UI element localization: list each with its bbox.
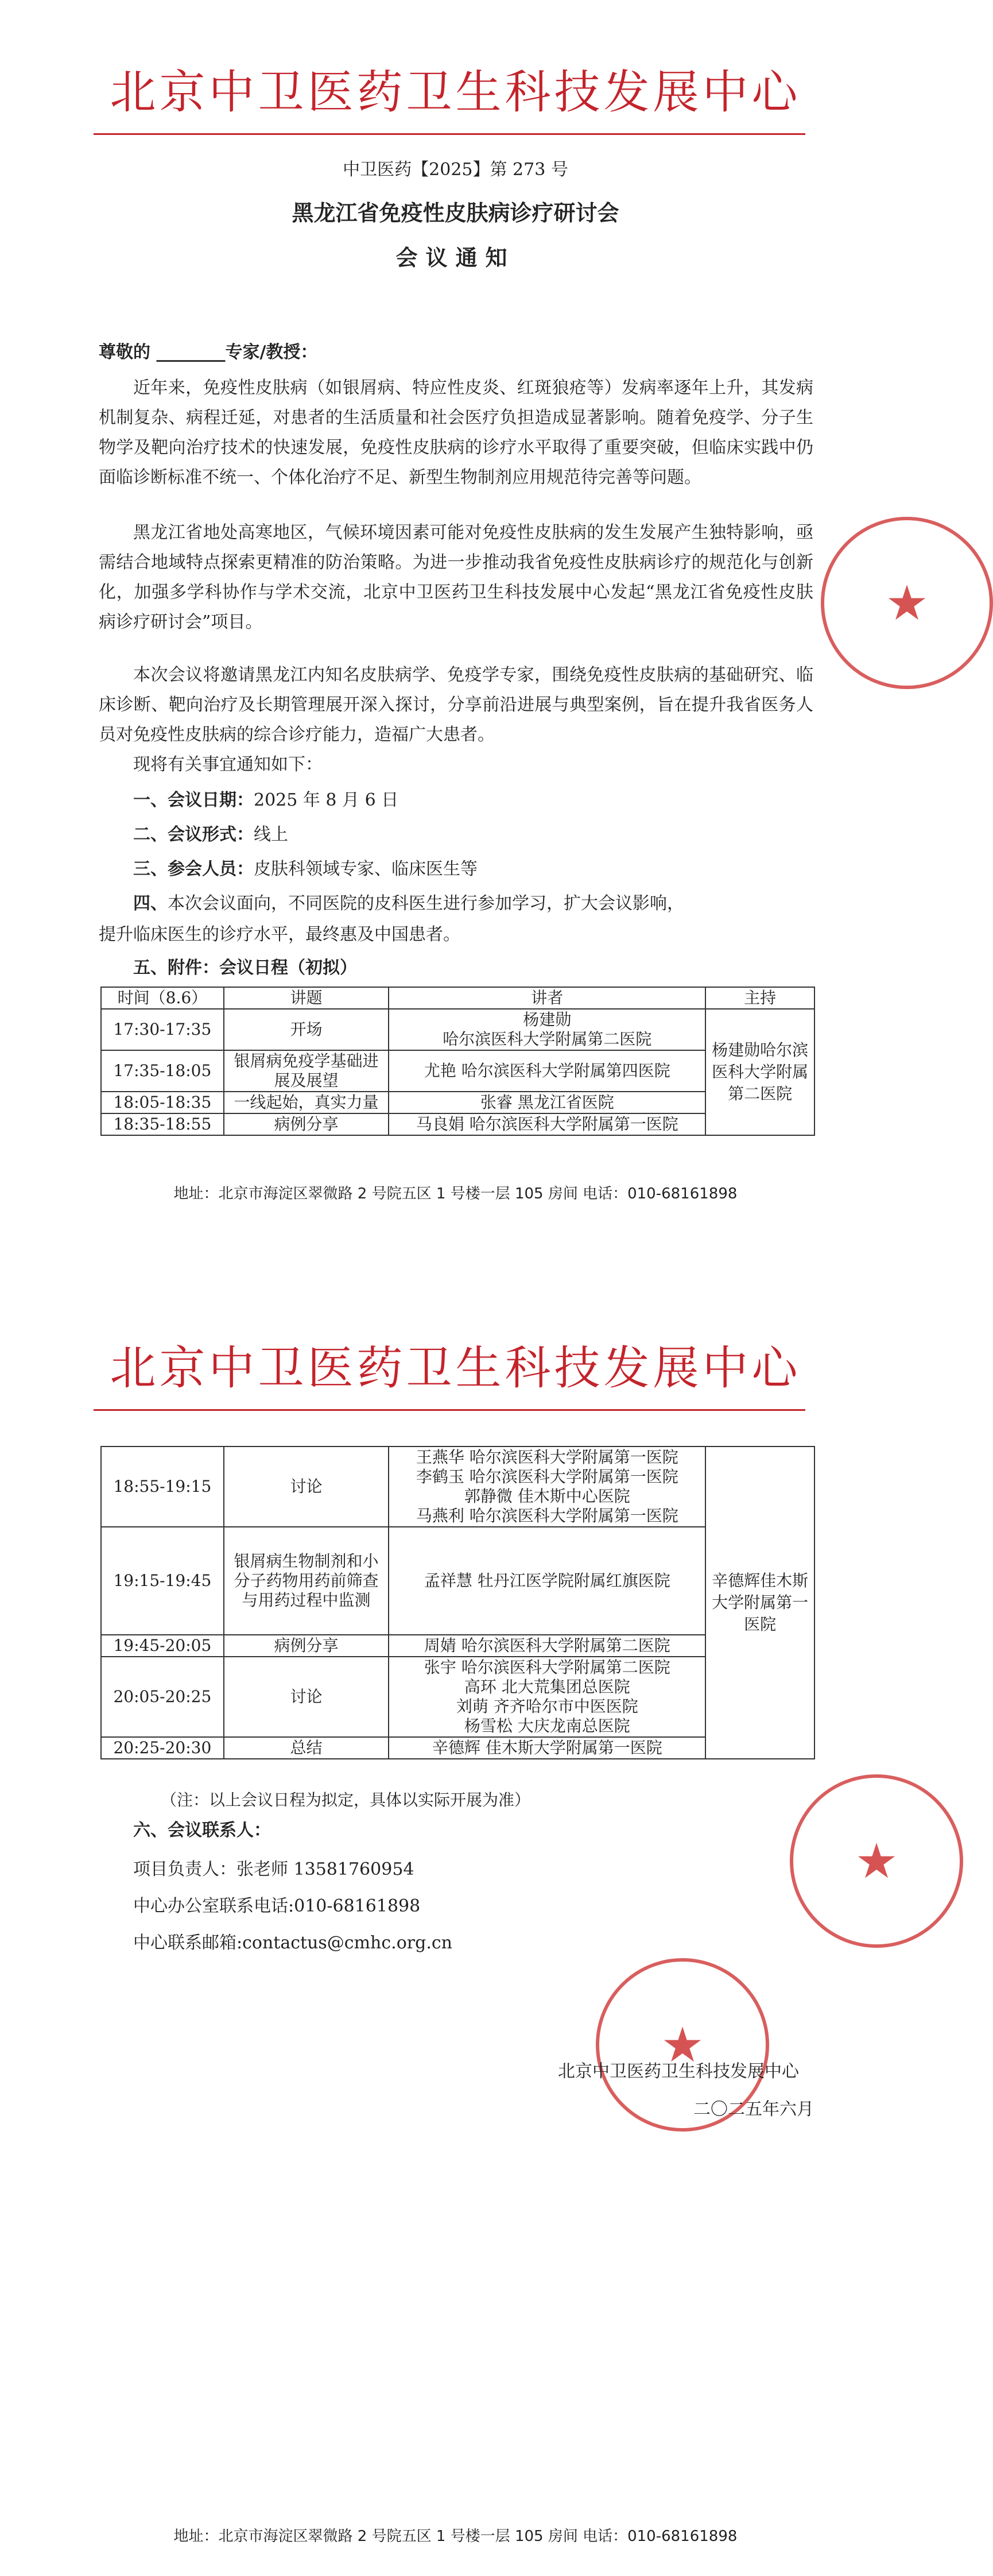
- row-topic: 一线起始，真实力量: [224, 1092, 389, 1113]
- attendees-value: 皮肤科领域专家、临床医生等: [254, 859, 478, 879]
- meeting-scope-label: 四、: [133, 894, 168, 914]
- meeting-scope-value: 本次会议面向，不同医院的皮科医生进行参加学习，扩大会议影响，: [168, 894, 684, 914]
- meeting-format: [133, 822, 288, 848]
- schedule-note: （注：以上会议日程为拟定，具体以实际开展为准）: [161, 1790, 531, 1809]
- row-speaker: [389, 1657, 705, 1737]
- row-topic: 病例分享: [224, 1113, 389, 1135]
- row-speaker: [389, 1009, 705, 1050]
- row-time: 18:55-19:15: [101, 1446, 224, 1527]
- row-time: 20:25-20:30: [101, 1737, 224, 1759]
- star-icon: ★: [855, 1833, 898, 1889]
- meeting-format-value: 线上: [254, 825, 288, 845]
- seal-icon: [790, 1774, 963, 1948]
- table-row: [101, 1009, 814, 1050]
- speaker-line: 张宇 哈尔滨医科大学附属第二医院: [424, 1658, 670, 1677]
- salutation: 尊敬的 ________专家/教授：: [99, 342, 318, 362]
- row-time: 19:45-20:05: [101, 1635, 224, 1657]
- row-speaker: 张睿 黑龙江省医院: [389, 1092, 705, 1113]
- row-time: 19:15-19:45: [101, 1527, 224, 1635]
- speaker-line: 刘萌 齐齐哈尔市中医医院: [456, 1697, 638, 1716]
- paragraph-notice: 现将有关事宜通知如下：: [133, 755, 323, 775]
- document-number: 中卫医药【2025】第 273 号: [343, 160, 568, 180]
- header-topic: 讲题: [224, 987, 389, 1009]
- header-speaker: 讲者: [389, 987, 705, 1009]
- star-icon: ★: [661, 2017, 704, 2073]
- official-seal-partial: [821, 517, 929, 689]
- document-title: 黑龙江省免疫性皮肤病诊疗研讨会: [292, 200, 619, 226]
- row-speaker: 孟祥慧 牡丹江医学院附属红旗医院: [389, 1527, 705, 1635]
- table-row: [101, 1446, 814, 1527]
- attendees: [133, 857, 478, 882]
- paragraph-region: 黑龙江省地处高寒地区，气候环境因素可能对免疫性皮肤病的发生发展产生独特影响，亟需结合地域特点探索更精准的防治策略。为进一步推动我省免疫性皮肤病诊疗的规范化与创新化，加强多学科协作与学术交流，北京中卫医药卫生科技发展中心发起“黑龙江省免疫性皮肤病诊疗研讨会”项目。: [99, 523, 813, 632]
- signature-org: 北京中卫医药卫生科技发展中心: [558, 2061, 799, 2082]
- meeting-date: [133, 788, 398, 813]
- speaker-line: 马燕利 哈尔滨医科大学附属第一医院: [416, 1506, 678, 1525]
- row-time: 17:35-18:05: [101, 1050, 224, 1092]
- contact-office-phone: 中心办公室联系电话:010-68161898: [133, 1896, 421, 1916]
- meeting-date-label: 一、会议日期：: [133, 790, 254, 810]
- paragraph-intro: 近年来，免疫性皮肤病（如银屑病、特应性皮炎、红斑狼疮等）发病率逐年上升，其发病机制复杂、病程迁延，对患者的生活质量和社会医疗负担造成显著影响。随着免疫学、分子生物学及靶向治疗技术的快速发展，免疫性皮肤病的诊疗水平取得了重要突破，但临床实践中仍面临诊断标准不统一、个体化治疗不足、新型生物制剂应用规范待完善等问题。: [99, 378, 813, 488]
- row-topic: 银屑病生物制剂和小分子药物用药前筛查与用药过程中监测: [224, 1527, 389, 1635]
- row-speaker: 辛德辉 佳木斯大学附属第一医院: [389, 1737, 705, 1759]
- row-topic: 病例分享: [224, 1635, 389, 1657]
- schedule-table-1: [100, 987, 815, 1136]
- row-topic: 开场: [224, 1009, 389, 1050]
- row-topic: 讨论: [224, 1446, 389, 1527]
- star-icon: ★: [885, 575, 929, 631]
- meeting-scope-cont: 提升临床医生的诊疗水平，最终惠及中国患者。: [99, 925, 460, 945]
- speaker-line: 李鹤玉 哈尔滨医科大学附属第一医院: [416, 1467, 678, 1486]
- header-divider: [94, 133, 805, 135]
- schedule-table-2: [100, 1446, 815, 1759]
- org-title-page2: 北京中卫医药卫生科技发展中心: [110, 1341, 801, 1395]
- row-time: 20:05-20:25: [101, 1657, 224, 1737]
- row-time: 17:30-17:35: [101, 1009, 224, 1050]
- header-time: 时间（8.6）: [101, 987, 224, 1009]
- org-title: 北京中卫医药卫生科技发展中心: [110, 65, 801, 119]
- row-topic: 讨论: [224, 1657, 389, 1737]
- speaker-line: 王燕华 哈尔滨医科大学附属第一医院: [416, 1448, 678, 1467]
- meeting-scope: [133, 891, 684, 916]
- meeting-date-value: 2025 年 8 月 6 日: [254, 790, 399, 810]
- page2-footer: 地址：北京市海淀区翠微路 2 号院五区 1 号楼一层 105 房间 电话：010-68161898: [173, 2528, 738, 2545]
- row-speaker: [389, 1446, 705, 1527]
- contact-project-lead: 项目负责人：张老师 13581760954: [133, 1859, 414, 1879]
- contact-heading: 六、会议联系人：: [133, 1820, 271, 1840]
- signature-date: 二〇二五年六月: [693, 2099, 814, 2119]
- table-header-row: [101, 987, 814, 1009]
- contact-email: 中心联系邮箱:contactus@cmhc.org.cn: [133, 1933, 452, 1953]
- header-divider-page2: [94, 1409, 805, 1411]
- row-speaker: 周婧 哈尔滨医科大学附属第二医院: [389, 1635, 705, 1657]
- speaker-line: 杨雪松 大庆龙南总医院: [464, 1716, 630, 1735]
- row-speaker: 尤艳 哈尔滨医科大学附属第四医院: [389, 1050, 705, 1092]
- header-host: 主持: [705, 987, 814, 1009]
- paragraph-purpose: 本次会议将邀请黑龙江内知名皮肤病学、免疫学专家，围绕免疫性皮肤病的基础研究、临床诊断、靶向治疗及长期管理展开深入探讨，分享前沿进展与典型案例，旨在提升我省医务人员对免疫性皮肤病的综合诊疗能力，造福广大患者。: [99, 665, 813, 745]
- host-cell: 辛德辉佳木斯大学附属第一医院: [705, 1446, 814, 1759]
- document-subtitle: 会议通知: [395, 245, 515, 270]
- row-time: 18:05-18:35: [101, 1092, 224, 1113]
- row-speaker: 马良娟 哈尔滨医科大学附属第一医院: [389, 1113, 705, 1135]
- speaker-line: 高环 北大荒集团总医院: [464, 1677, 630, 1696]
- row-time: 18:35-18:55: [101, 1113, 224, 1135]
- speaker-line: 哈尔滨医科大学附属第二医院: [443, 1030, 652, 1049]
- attachment-heading: 五、附件：会议日程（初拟）: [133, 958, 357, 978]
- seal-icon: [821, 517, 993, 689]
- official-seal-partial-2: [769, 1774, 911, 1964]
- meeting-format-label: 二、会议形式：: [133, 825, 254, 845]
- row-topic: 总结: [224, 1737, 389, 1759]
- attendees-label: 三、参会人员：: [133, 859, 254, 879]
- speaker-line: 杨建勋: [523, 1010, 572, 1029]
- host-cell: 杨建勋哈尔滨医科大学附属第二医院: [705, 1009, 814, 1135]
- speaker-line: 郭静微 佳木斯中心医院: [464, 1487, 630, 1506]
- row-topic: 银屑病免疫学基础进展及展望: [224, 1050, 389, 1092]
- page1-footer: 地址：北京市海淀区翠微路 2 号院五区 1 号楼一层 105 房间 电话：010-68161898: [173, 1185, 738, 1202]
